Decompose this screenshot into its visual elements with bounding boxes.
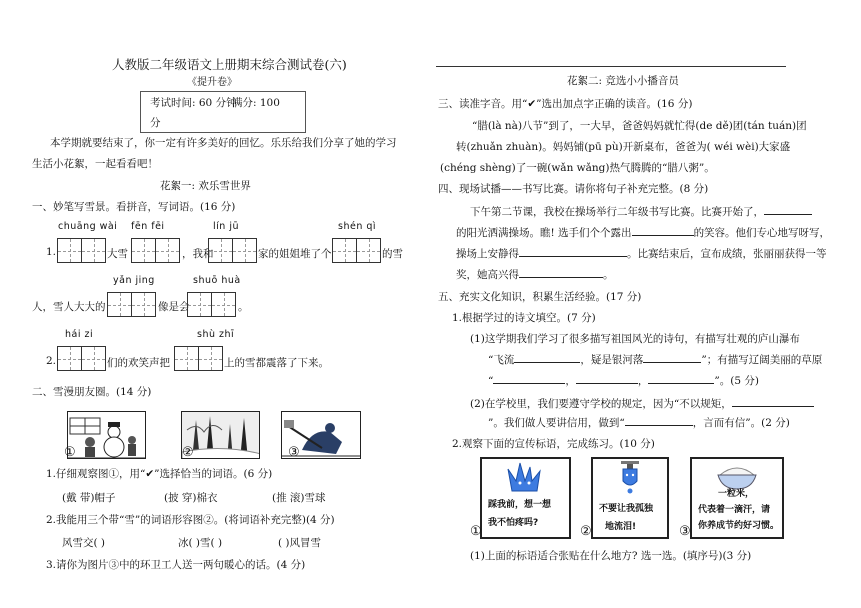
writing-grid-linju[interactable] <box>208 238 257 263</box>
text-dexue: 的雪 <box>382 248 403 260</box>
pinyin-shuohua: shuō huà <box>193 275 241 286</box>
picture-label-1: ① <box>64 445 76 460</box>
blank-happy[interactable] <box>519 267 603 278</box>
writing-grid-yanjing[interactable] <box>107 292 156 317</box>
pinyin-chuangwai: chuāng wài <box>58 221 118 232</box>
poster-2-line-2: 地流泪! <box>605 522 637 532</box>
q4-title: 四、现场试播——书写比赛。请你将句子补充完整。(8 分) <box>438 183 709 195</box>
q2-title: 二、雪漫朋友圈。(14 分) <box>32 386 152 398</box>
pinyin-shuzhi: shù zhī <box>197 329 235 340</box>
choice-coat[interactable]: (披 穿)棉衣 <box>164 492 218 504</box>
snowman-picture <box>67 411 146 459</box>
blank-sunshine[interactable] <box>764 204 812 215</box>
poster-2-number: ② <box>580 524 592 539</box>
item-2-number: 2. <box>46 355 57 367</box>
q2-sub2: 2.我能用三个带“雪”的词语形容图②。(将词语补充完整)(4 分) <box>46 514 335 526</box>
blank-quiet[interactable] <box>519 246 627 257</box>
score-unit: 分 <box>150 117 161 129</box>
q5-p1-line-2: “飞流 ，疑是银河落 ”；有描写辽阔美丽的草原 <box>488 354 823 366</box>
poster-faucet <box>591 457 669 539</box>
poster-3-line-1: 一粒米， <box>718 489 755 499</box>
blank-grassland-3[interactable] <box>648 373 714 384</box>
fill-fengxuejiao[interactable]: 风雪交( ) <box>62 537 106 549</box>
poster-3-line-3: 你养成节约好习惯。 <box>698 521 780 531</box>
writing-grid-shuzhi[interactable] <box>174 346 223 371</box>
q4-line-3: 操场上安静得 。比赛结束后，宣布成绩，张丽丽获得一等 <box>456 248 827 260</box>
intro-line-1: 本学期就要结束了，你一定有许多美好的回忆。乐乐给我们分享了她的学习 <box>50 137 397 149</box>
q3-line-1: “腊(là nà)八节”到了，一大早，爸爸妈妈就忙得(de dě)团(tán tuán)团 <box>472 120 807 132</box>
exam-time: 考试时间: 60 分钟 <box>150 97 237 109</box>
q5-p1-line-3: “ ， ， ”。(5 分) <box>488 375 759 387</box>
poster-grass <box>480 457 571 539</box>
choice-hat[interactable]: (戴 带)帽子 <box>62 492 116 504</box>
blank-feiliu[interactable] <box>514 352 580 363</box>
top-rule <box>436 66 786 67</box>
section-1-title: 花絮一: 欢乐雪世界 <box>160 180 251 192</box>
text-daxue: 大雪 <box>107 248 128 260</box>
poster-rice <box>690 457 784 539</box>
text-men: 们的欢笑声把 <box>107 357 170 369</box>
full-score: 满分: 100 <box>232 97 280 109</box>
blank-smile[interactable] <box>632 225 694 236</box>
q5-p2-line-1: (2)在学校里，我们要遵守学校的规定，因为“不以规矩， <box>470 396 814 411</box>
q3-line-3: (chéng shèng)了一碗(wǎn wǎng)热气腾腾的“腊八粥”。 <box>440 162 715 174</box>
text-shang: 上的雪都震落了下来。 <box>224 357 329 369</box>
poster-3-line-2: 代表着一滴汗，请 <box>698 505 771 515</box>
page-subtitle: 《提升卷》 <box>187 77 237 88</box>
q4-line-4: 奖，她高兴得 。 <box>456 269 614 281</box>
text-end: 。 <box>238 301 249 313</box>
q3-title: 三、读准字音。用“✔”选出加点字正确的读音。(16 分) <box>438 98 693 110</box>
writing-grid-shenqi[interactable] <box>332 238 381 263</box>
q5-title: 五、充实文化知识，积累生活经验。(17 分) <box>438 291 642 303</box>
blank-grassland-2[interactable] <box>576 373 638 384</box>
pinyin-yanjing: yǎn jing <box>113 275 155 286</box>
q2-sub1: 1.仔细观察图①，用“✔”选择恰当的词语。(6 分) <box>46 468 273 480</box>
text-jiade: 家的姐姐堆了个 <box>258 248 332 260</box>
poster-2-line-1: 不要让我孤独 <box>599 504 654 514</box>
blank-guiju[interactable] <box>732 396 814 407</box>
writing-grid-shuohua[interactable] <box>187 292 236 317</box>
page-title: 人教版二年级语文上册期末综合测试卷(六) <box>112 57 347 72</box>
pinyin-shenqi: shén qì <box>338 221 377 232</box>
pinyin-fenfei: fēn fēi <box>131 221 165 232</box>
q4-line-2: 的阳光洒满操场。瞧! 选手们个个露出 的笑容。他们专心地写呀写， <box>456 227 831 239</box>
item-1-number: 1. <box>46 246 57 258</box>
fill-fengmaoxue[interactable]: ( )风冒雪 <box>278 537 322 549</box>
q4-line-1: 下午第二节课，我校在操场举行二年级书写比赛。比赛开始了， <box>470 204 812 219</box>
fill-bingxue[interactable]: 冰( )雪( ) <box>178 537 223 549</box>
blank-grassland-1[interactable] <box>493 373 565 384</box>
pinyin-linju: lín jū <box>213 221 239 232</box>
q5-sub2: 2.观察下面的宣传标语，完成练习。(10 分) <box>452 438 655 450</box>
poster-3-number: ③ <box>679 524 691 539</box>
q3-line-2: 转(zhuǎn zhuàn)。妈妈铺(pū pù)开新桌布，爸爸为( wéi wèi)大家盛 <box>456 141 791 153</box>
writing-grid-fenfei[interactable] <box>131 238 180 263</box>
section-2-title: 花絮二: 竞选小小播音员 <box>567 75 679 87</box>
writing-grid-chuangwai[interactable] <box>57 238 106 263</box>
q5-p2-line-2: ”。我们做人要讲信用，做到“ ，言而有信”。(2 分) <box>488 417 790 429</box>
q1-title: 一、妙笔写雪景。看拼音，写词语。(16 分) <box>32 201 236 213</box>
poster-1-line-1: 踩我前，想一想 <box>488 500 552 510</box>
q5-sub2-q1: (1)上面的标语适合张贴在什么地方? 选一选。(填序号)(3 分) <box>470 550 752 562</box>
q5-sub1: 1.根据学过的诗文填空。(7 分) <box>452 312 596 324</box>
pinyin-haizi: hái zi <box>65 329 94 340</box>
q2-sub3: 3.请你为图片③中的环卫工人送一两句暖心的话。(4 分) <box>46 559 306 571</box>
picture-label-3: ③ <box>288 445 300 460</box>
choice-snowball[interactable]: (推 滚)雪球 <box>272 492 326 504</box>
intro-line-2: 生活小花絮，一起看看吧！ <box>32 158 158 170</box>
text-xiang: 像是会 <box>158 301 190 313</box>
q5-p1-line-1: (1)这学期我们学习了很多描写祖国风光的诗句，有描写壮观的庐山瀑布 <box>470 333 800 345</box>
poster-1-number: ① <box>470 524 482 539</box>
text-wohe: ，我和 <box>182 248 214 260</box>
blank-xinyong[interactable] <box>625 415 693 426</box>
poster-1-line-2: 我不怕疼吗? <box>488 518 539 528</box>
text-ren: 人，雪人大大的 <box>32 301 106 313</box>
writing-grid-haizi[interactable] <box>57 346 106 371</box>
blank-yinhe[interactable] <box>643 352 701 363</box>
picture-label-2: ② <box>182 445 194 460</box>
